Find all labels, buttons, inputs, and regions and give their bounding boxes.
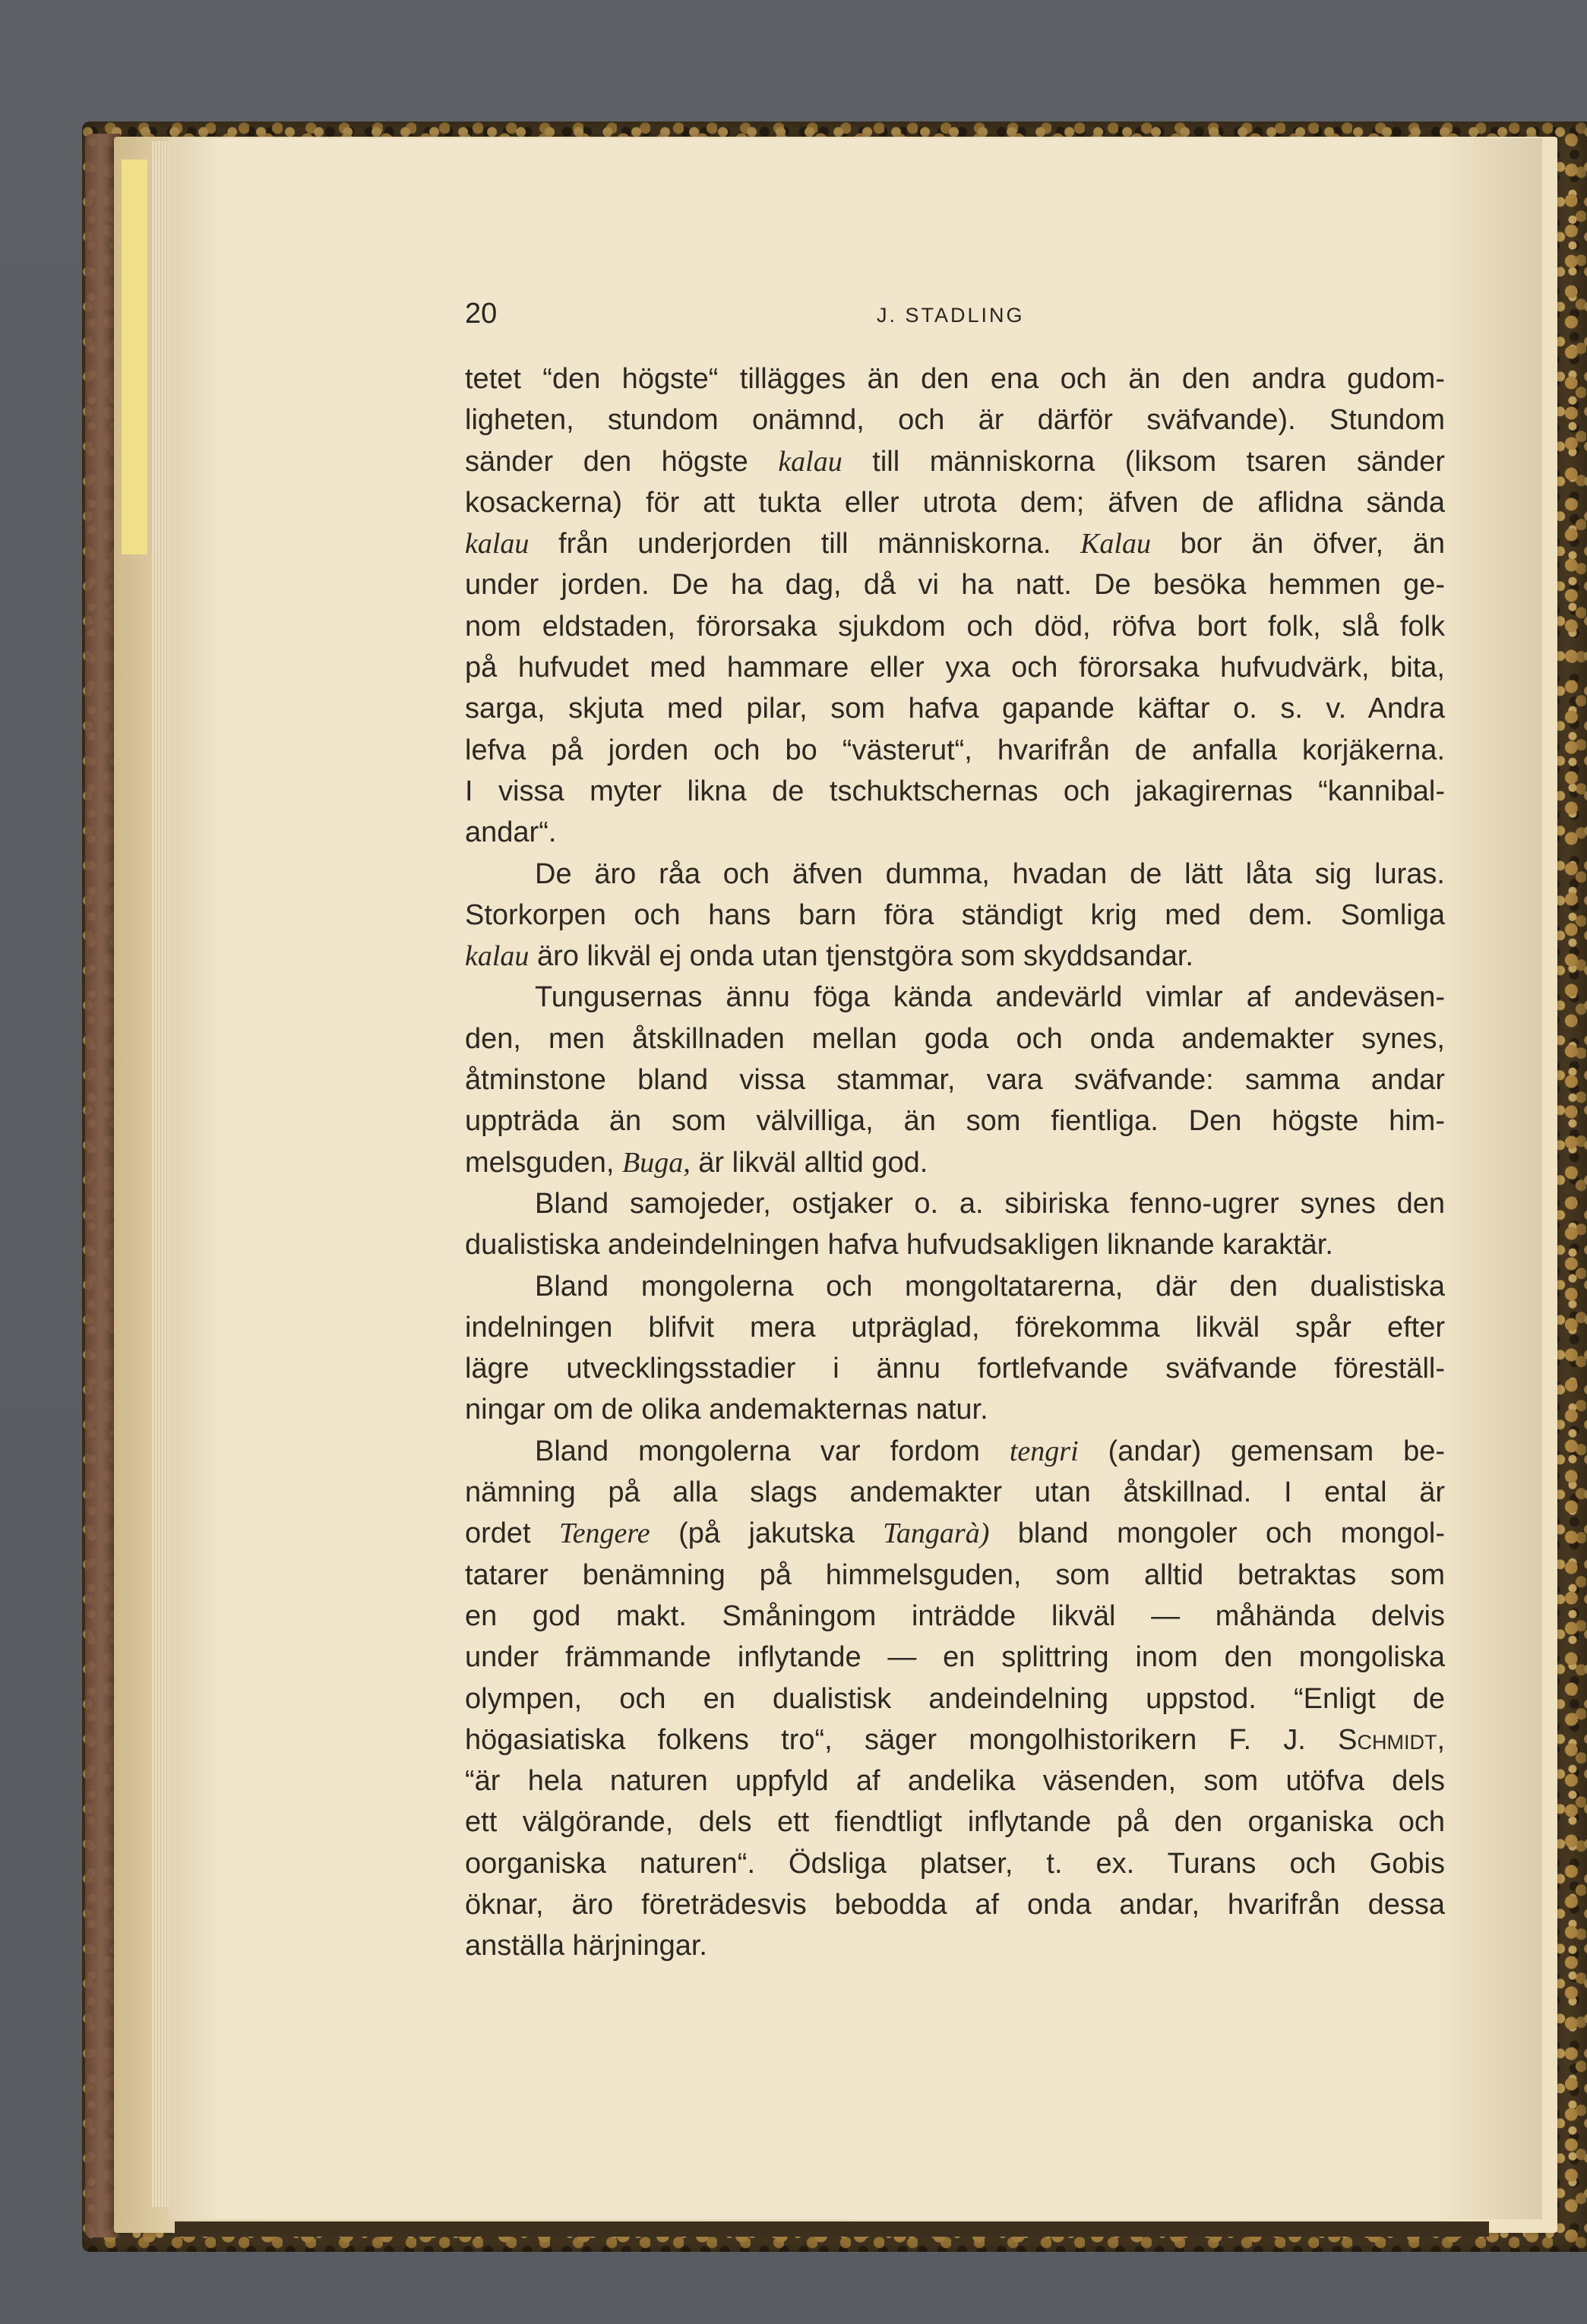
- text-line: tatarer benämning på himmelsguden, som alltid betraktas som: [465, 1558, 1445, 1591]
- small-caps-name: Schmidt: [1338, 1723, 1437, 1756]
- text-line: Bland samojeder, ostjaker o. a. sibiriska fenno-ugrer synes den: [535, 1187, 1445, 1220]
- italic-term: Kalau: [1080, 528, 1151, 560]
- text-line: sänder den högste kalau till människorna (liksom tsaren sänder: [465, 445, 1446, 478]
- text-line: De äro råa och äfven dumma, hvadan de lätt låta sig luras.: [535, 857, 1445, 890]
- text-line: på hufvudet med hammare eller yxa och förorsaka hufvudvärk, bita,: [465, 652, 1445, 684]
- text-line: “är hela naturen uppfyld af andelika väsenden, som utöfva dels: [465, 1765, 1445, 1798]
- text-line: I vissa myter likna de tschuktschernas och jakagirernas “kannibal-: [465, 775, 1445, 807]
- text-line: sarga, skjuta med pilar, som hafva gapande käftar o. s. v. Andra: [465, 693, 1445, 725]
- paper-tab: [122, 159, 147, 554]
- text-line: Storkorpen och hans barn föra ständigt krig med dem. Somliga: [465, 898, 1445, 931]
- text-line: nämning på alla slags andemakter utan åtskillnad. I ental är: [465, 1476, 1445, 1509]
- text-line: ordet Tengere (på jakutska Tangarà) bland mongoler och mongol-: [465, 1517, 1446, 1550]
- text-line: tetet “den högste“ tillägges än den ena och än den andra gudom-: [465, 363, 1445, 395]
- italic-term: Tengere: [559, 1517, 650, 1550]
- text-line: kalau från underjorden till människorna. Kalau bor än öfver, än: [465, 528, 1445, 560]
- italic-term: kalau: [778, 445, 843, 478]
- text-line: olympen, och en dualistisk andeindelning uppstod. “Enligt de: [465, 1682, 1445, 1715]
- page-header: [465, 298, 1445, 336]
- bottom-cover-strip: [175, 2221, 1489, 2237]
- text-line: ett välgörande, dels ett fiendtligt inflytande på den organiska och: [465, 1806, 1445, 1839]
- text-line: kosackerna) för att tukta eller utrota dem; äfven de aflidna sända: [465, 486, 1445, 519]
- page-number: 20: [465, 298, 498, 330]
- text-line: den, men åtskillnaden mellan goda och onda andemakter synes,: [465, 1022, 1445, 1055]
- text-line: uppträda än som välvilliga, än som fientliga. Den högste him-: [465, 1105, 1445, 1138]
- text-line: kalau äro likväl ej onda utan tjenstgöra som skyddsandar.: [465, 940, 1193, 973]
- text-line: nom eldstaden, förorsaka sjukdom och död, röfva bort folk, slå folk: [465, 610, 1445, 643]
- text-line: andar“.: [465, 816, 557, 849]
- text-line: ningar om de olika andemakternas natur.: [465, 1394, 988, 1426]
- text-line: högasiatiska folkens tro“, säger mongolhistorikern F. J. Schmidt,: [465, 1723, 1445, 1756]
- text-line: under jorden. De ha dag, då vi ha natt. De besöka hemmen ge-: [465, 569, 1445, 602]
- italic-term: kalau: [465, 528, 530, 560]
- text-line: Bland mongolerna och mongoltatarerna, där den dualistiska: [535, 1270, 1445, 1303]
- italic-term: Tangarà): [883, 1517, 990, 1550]
- text-line: ligheten, stundom onämnd, och är därför sväfvande). Stundom: [465, 404, 1445, 437]
- italic-term: kalau: [465, 940, 530, 973]
- text-line: Tungusernas ännu föga kända andevärld vimlar af andeväsen-: [535, 981, 1445, 1014]
- text-line: öknar, äro företrädesvis bebodda af onda andar, hvarifrån dessa: [465, 1888, 1445, 1921]
- text-line: åtminstone bland vissa stammar, vara sväfvande: samma andar: [465, 1064, 1445, 1097]
- text-line: under främmande inflytande — en splittring inom den mongoliska: [465, 1641, 1445, 1674]
- text-line: dualistiska andeindelningen hafva hufvudsakligen liknande karaktär.: [465, 1229, 1333, 1261]
- text-line: lefva på jorden och bo “västerut“, hvarifrån de anfalla korjäkerna.: [465, 734, 1445, 766]
- text-line: Bland mongolerna var fordom tengri (andar) gemensam be-: [535, 1435, 1445, 1467]
- text-line: en god makt. Småningom inträdde likväl — måhända delvis: [465, 1599, 1445, 1632]
- running-head: J. STADLING: [877, 304, 1025, 327]
- text-line: anställa härjningar.: [465, 1930, 707, 1962]
- text-line: indelningen blifvit mera utpräglad, förekomma likväl spår efter: [465, 1311, 1445, 1344]
- body-text: [465, 358, 1445, 1967]
- italic-term: Buga,: [622, 1146, 691, 1179]
- text-line: oorganiska naturen“. Ödsliga platser, t. ex. Turans och Gobis: [465, 1847, 1445, 1880]
- italic-term: tengri: [1009, 1435, 1079, 1467]
- text-line: lägre utvecklingsstadier i ännu fortlefvande sväfvande föreställ-: [465, 1353, 1445, 1385]
- text-line: melsguden, Buga, är likväl alltid god.: [465, 1146, 928, 1179]
